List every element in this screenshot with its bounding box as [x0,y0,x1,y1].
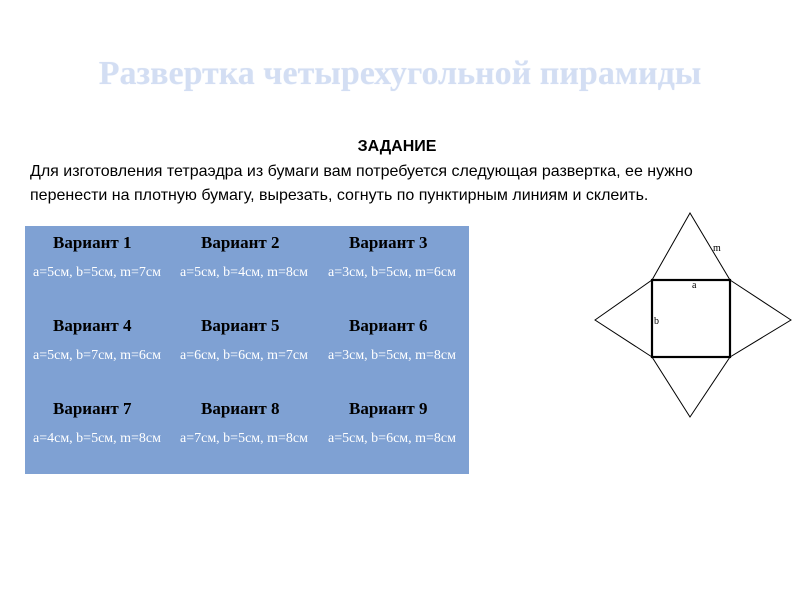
variant-3-params: a=3см, b=5см, m=6см [328,265,457,280]
variant-8-params: a=7см, b=5см, m=8см [180,431,309,446]
variant-6-params: a=3см, b=5см, m=8см [328,348,457,363]
variant-1-label: Вариант 1 [53,233,132,252]
net-right-triangle [730,280,791,357]
variants-table [25,226,469,474]
variant-5-params: a=6см, b=6см, m=7см [180,348,309,363]
variant-7-params: a=4см, b=5см, m=8см [33,431,162,446]
variant-9-label: Вариант 9 [349,399,428,418]
variant-6-label: Вариант 6 [349,316,428,335]
task-text: Для изготовления тетраэдра из бумаги вам потребуется следующая развертка, ее нужно перенести на плотную бумагу, вырезать, согнуть по пунктирным линиям и склеить. [30,163,693,204]
variant-8-label: Вариант 8 [201,399,280,418]
variant-2-params: a=5см, b=4см, m=8см [180,265,309,280]
variant-2-label: Вариант 2 [201,233,280,252]
variant-5-label: Вариант 5 [201,316,280,335]
net-left-triangle [595,280,652,357]
net-label-b: b [654,316,659,327]
variant-4-params: a=5см, b=7см, m=6см [33,348,162,363]
variant-1-params: a=5см, b=5см, m=7см [33,265,162,280]
net-bottom-triangle [652,357,730,417]
variant-9-params: a=5см, b=6см, m=8см [328,431,457,446]
pyramid-net-diagram [590,210,800,420]
net-base-square [652,280,730,357]
variant-3-label: Вариант 3 [349,233,428,252]
variant-4-label: Вариант 4 [53,316,132,335]
net-label-a: a [692,280,697,291]
variant-7-label: Вариант 7 [53,399,132,418]
net-label-m: m [713,243,721,254]
slide-title: Развертка четырехугольной пирамиды [98,55,702,92]
task-heading: ЗАДАНИЕ [357,138,437,155]
